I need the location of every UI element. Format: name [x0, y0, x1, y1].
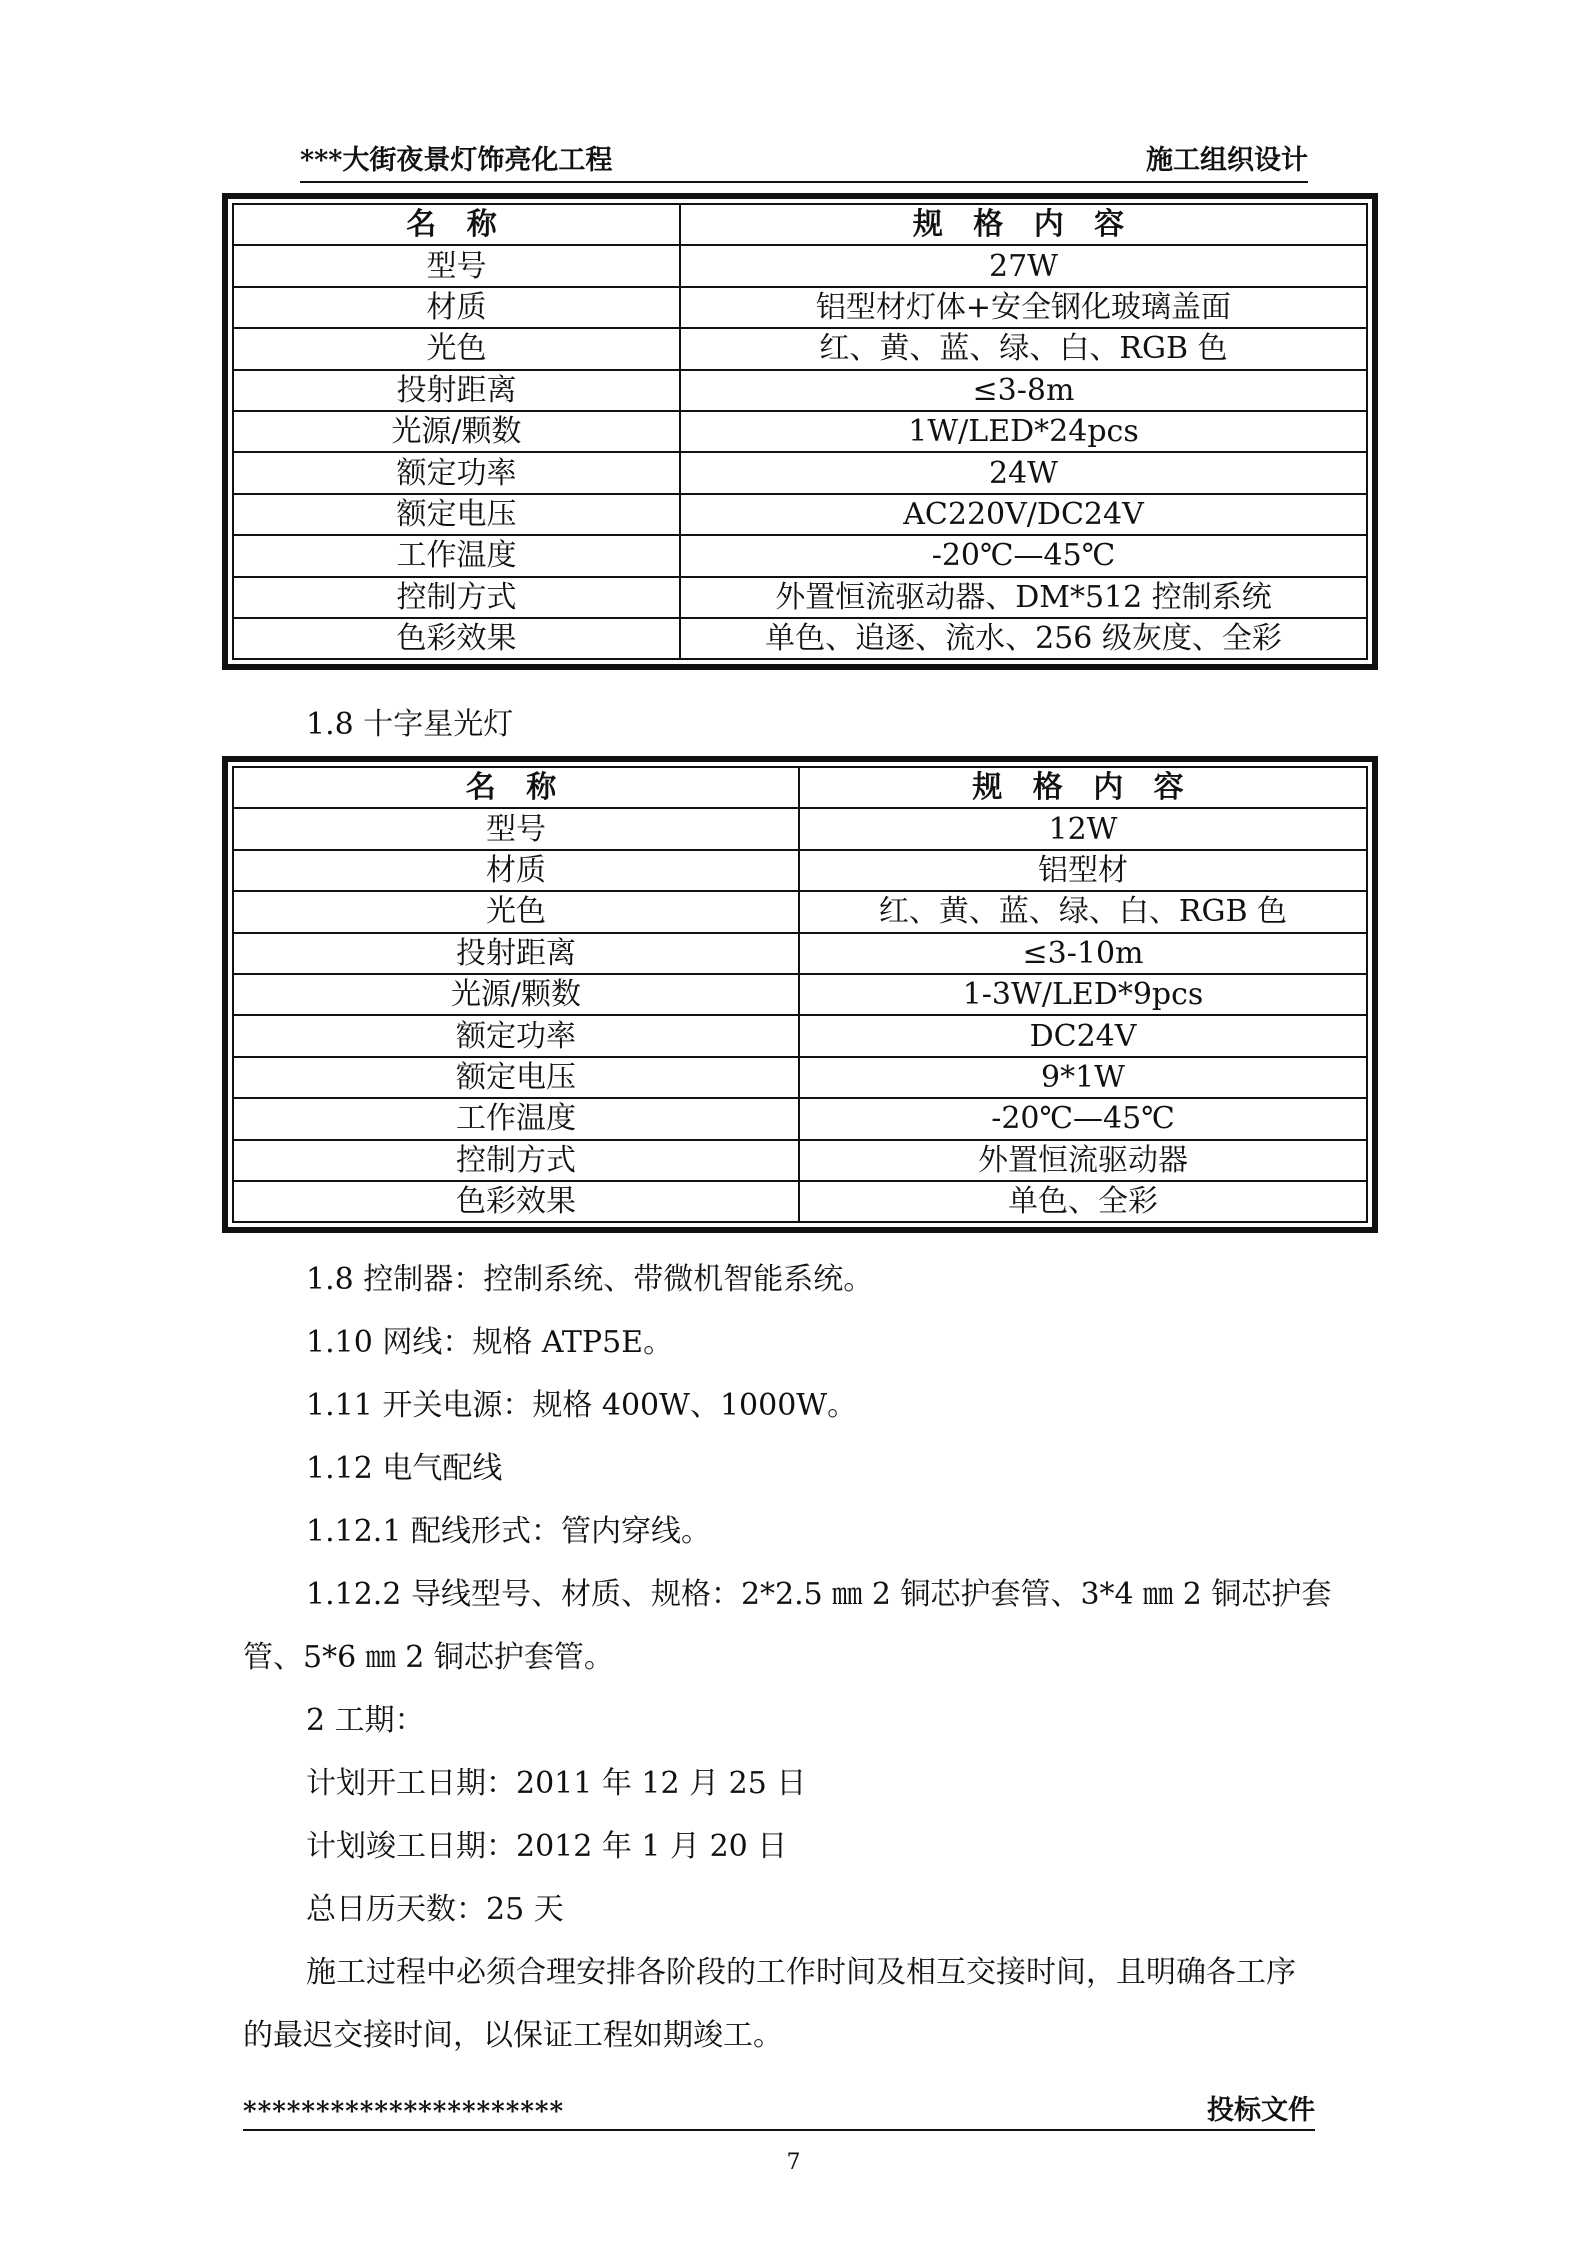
table-row [233, 1181, 1367, 1222]
table-row [233, 328, 1367, 369]
table-row [233, 618, 1367, 659]
paragraph-process-note-cont: 的最迟交接时间，以保证工程如期竣工。 [243, 2018, 783, 2053]
page-footer [243, 2091, 1315, 2131]
table-row [233, 411, 1367, 452]
row-label: 色彩效果 [233, 1181, 799, 1222]
header-doc-type: 施工组织设计 [1146, 145, 1308, 176]
table-row [233, 452, 1367, 493]
header-name: 名 称 [233, 204, 680, 245]
row-label: 额定功率 [233, 1015, 799, 1056]
table-row [233, 1098, 1367, 1139]
row-label: 材质 [233, 850, 799, 891]
row-label: 投射距离 [233, 370, 680, 411]
table-row [233, 1140, 1367, 1181]
row-label: 光源/颗数 [233, 411, 680, 452]
paragraph-electrical-wiring: 1.12 电气配线 [306, 1451, 503, 1486]
section-heading-star-light: 1.8 十字星光灯 [306, 707, 514, 742]
row-value: 单色、全彩 [799, 1181, 1367, 1222]
row-value: 24W [680, 452, 1367, 493]
row-label: 型号 [233, 245, 680, 286]
table-row [233, 1015, 1367, 1056]
row-label: 光色 [233, 891, 799, 932]
paragraph-network-cable: 1.10 网线：规格 ATP5E。 [306, 1325, 674, 1360]
table-header-row [233, 204, 1367, 245]
row-value: 红、黄、蓝、绿、白、RGB 色 [680, 328, 1367, 369]
table-row [233, 535, 1367, 576]
row-label: 型号 [233, 808, 799, 849]
row-label: 材质 [233, 287, 680, 328]
table-header-row [233, 767, 1367, 808]
table-row [233, 974, 1367, 1015]
table-row [233, 370, 1367, 411]
page-header [300, 143, 1308, 183]
paragraph-wire-spec-cont: 管、5*6 ㎜ 2 铜芯护套管。 [243, 1640, 614, 1675]
row-value: 外置恒流驱动器、DM*512 控制系统 [680, 577, 1367, 618]
row-label: 额定功率 [233, 452, 680, 493]
paragraph-finish-date: 计划竣工日期：2012 年 1 月 20 日 [306, 1829, 788, 1864]
row-value: 外置恒流驱动器 [799, 1140, 1367, 1181]
table-row [233, 891, 1367, 932]
table-row [233, 933, 1367, 974]
row-label: 投射距离 [233, 933, 799, 974]
row-label: 光色 [233, 328, 680, 369]
paragraph-power-supply: 1.11 开关电源：规格 400W、1000W。 [306, 1388, 858, 1423]
table-row [233, 850, 1367, 891]
row-value: AC220V/DC24V [680, 494, 1367, 535]
paragraph-start-date: 计划开工日期：2011 年 12 月 25 日 [306, 1766, 807, 1801]
row-value: 27W [680, 245, 1367, 286]
paragraph-controller: 1.8 控制器：控制系统、带微机智能系统。 [306, 1262, 874, 1297]
row-label: 工作温度 [233, 535, 680, 576]
row-value: ≤3-8m [680, 370, 1367, 411]
row-value: -20℃—45℃ [680, 535, 1367, 576]
row-label: 工作温度 [233, 1098, 799, 1139]
paragraph-wiring-form: 1.12.1 配线形式：管内穿线。 [306, 1514, 711, 1549]
row-value: 红、黄、蓝、绿、白、RGB 色 [799, 891, 1367, 932]
paragraph-total-days: 总日历天数：25 天 [306, 1892, 564, 1927]
paragraph-schedule-heading: 2 工期： [306, 1703, 425, 1738]
row-value: ≤3-10m [799, 933, 1367, 974]
footer-stars: ********************** [243, 2097, 565, 2127]
header-name: 名 称 [233, 767, 799, 808]
row-value: DC24V [799, 1015, 1367, 1056]
footer-doc-label: 投标文件 [1207, 2095, 1315, 2126]
header-spec: 规 格 内 容 [799, 767, 1367, 808]
row-value: 铝型材 [799, 850, 1367, 891]
row-label: 控制方式 [233, 1140, 799, 1181]
table-row [233, 808, 1367, 849]
table-row [233, 245, 1367, 286]
row-value: 1W/LED*24pcs [680, 411, 1367, 452]
row-label: 光源/颗数 [233, 974, 799, 1015]
spec-table-floodlight [222, 193, 1378, 670]
row-value: 铝型材灯体+安全钢化玻璃盖面 [680, 287, 1367, 328]
row-value: 单色、追逐、流水、256 级灰度、全彩 [680, 618, 1367, 659]
header-spec: 规 格 内 容 [680, 204, 1367, 245]
paragraph-wire-spec: 1.12.2 导线型号、材质、规格：2*2.5 ㎜ 2 铜芯护套管、3*4 ㎜ 2 铜芯护套 [306, 1577, 1332, 1612]
page-number: 7 [786, 2150, 801, 2175]
table-row [233, 494, 1367, 535]
row-value: 12W [799, 808, 1367, 849]
row-value: -20℃—45℃ [799, 1098, 1367, 1139]
header-project-title: ***大街夜景灯饰亮化工程 [300, 145, 613, 176]
row-label: 额定电压 [233, 494, 680, 535]
row-label: 额定电压 [233, 1057, 799, 1098]
row-value: 1-3W/LED*9pcs [799, 974, 1367, 1015]
spec-table-star-light [222, 756, 1378, 1233]
table-row [233, 1057, 1367, 1098]
row-label: 色彩效果 [233, 618, 680, 659]
table-row [233, 577, 1367, 618]
table-row [233, 287, 1367, 328]
paragraph-process-note: 施工过程中必须合理安排各阶段的工作时间及相互交接时间，且明确各工序 [306, 1955, 1296, 1990]
row-value: 9*1W [799, 1057, 1367, 1098]
row-label: 控制方式 [233, 577, 680, 618]
